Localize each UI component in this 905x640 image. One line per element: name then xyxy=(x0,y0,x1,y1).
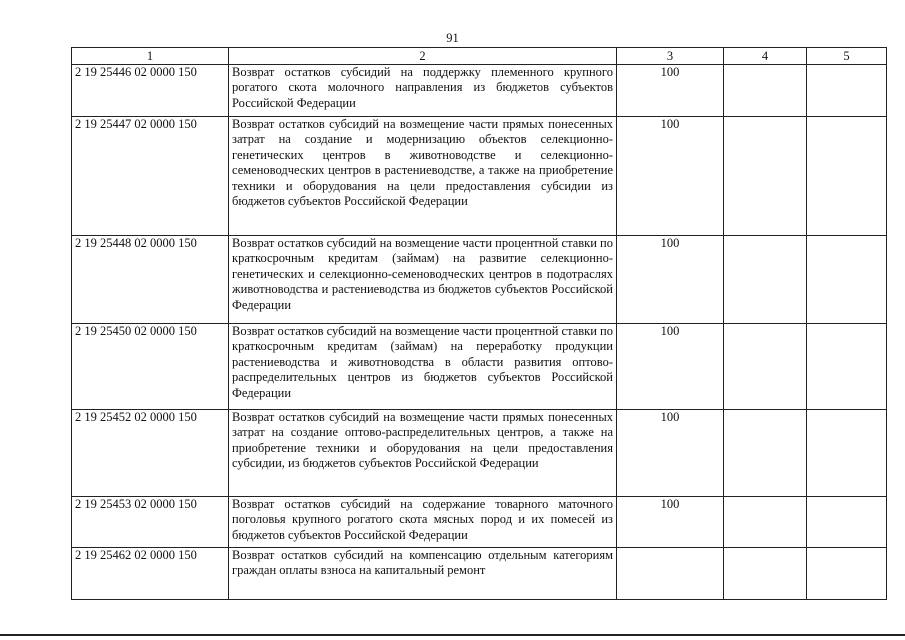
value-cell-col3: 100 xyxy=(617,236,724,324)
budget-table xyxy=(71,47,887,600)
value-cell-col4 xyxy=(724,410,807,497)
value-cell-col3: 100 xyxy=(617,497,724,548)
value-cell-col4 xyxy=(724,236,807,324)
table-header-row xyxy=(72,48,887,65)
value-cell-col4 xyxy=(724,324,807,410)
value-cell-col3: 100 xyxy=(617,117,724,236)
page-bottom-rule xyxy=(0,634,905,636)
budget-code-cell: 2 19 25450 02 0000 150 xyxy=(72,324,229,410)
description-cell: Возврат остатков субсидий на возмещение части процентной ставки по краткосрочным кредитам (займам) на переработку продукции растениеводства и животноводства в области развития оптово-распределительных центров из бюджетов субъектов Российской Федерации xyxy=(229,324,617,410)
value-cell-col5 xyxy=(807,548,887,600)
table-row xyxy=(72,65,887,117)
value-cell-col3: 100 xyxy=(617,65,724,117)
value-cell-col3: 100 xyxy=(617,410,724,497)
value-cell-col5 xyxy=(807,497,887,548)
value-cell-col5 xyxy=(807,410,887,497)
description-cell: Возврат остатков субсидий на компенсацию отдельным категориям граждан оплаты взноса на капитальный ремонт xyxy=(229,548,617,600)
table-row xyxy=(72,117,887,236)
budget-code-cell: 2 19 25452 02 0000 150 xyxy=(72,410,229,497)
value-cell-col4 xyxy=(724,497,807,548)
budget-code-cell: 2 19 25453 02 0000 150 xyxy=(72,497,229,548)
description-cell: Возврат остатков субсидий на возмещение части прямых понесенных затрат на создание оптово-распределительных центров, а также на приобретение техники и оборудования на цели предоставления субсидии, из бюджетов субъектов Российской Федерации xyxy=(229,410,617,497)
value-cell-col5 xyxy=(807,117,887,236)
description-cell: Возврат остатков субсидий на возмещение части прямых понесенных затрат на создание и модернизацию объектов селекционно-генетических центров в животноводстве и селекционно-семеноводческих центров в растениеводстве, а также на приобретение техники и оборудования на цели предоставления субсидии из бюджетов субъектов Российской Федерации xyxy=(229,117,617,236)
table-row xyxy=(72,410,887,497)
value-cell-col3: 100 xyxy=(617,324,724,410)
value-cell-col5 xyxy=(807,65,887,117)
page-number: 91 xyxy=(446,31,459,45)
value-cell-col5 xyxy=(807,236,887,324)
table-row xyxy=(72,324,887,410)
table-row xyxy=(72,236,887,324)
value-cell-col4 xyxy=(724,117,807,236)
budget-code-cell: 2 19 25462 02 0000 150 xyxy=(72,548,229,600)
value-cell-col4 xyxy=(724,65,807,117)
table-row xyxy=(72,548,887,600)
table-row xyxy=(72,497,887,548)
column-header-2: 2 xyxy=(229,48,617,65)
description-cell: Возврат остатков субсидий на возмещение части процентной ставки по краткосрочным кредитам (займам) на развитие селекционно-генетических и селекционно-семеноводческих центров в подотраслях животноводства и растениеводства из бюджетов субъектов Российской Федерации xyxy=(229,236,617,324)
value-cell-col4 xyxy=(724,548,807,600)
budget-code-cell: 2 19 25446 02 0000 150 xyxy=(72,65,229,117)
column-header-1: 1 xyxy=(72,48,229,65)
description-cell: Возврат остатков субсидий на содержание товарного маточного поголовья крупного рогатого скота мясных пород и их помесей из бюджетов субъектов Российской Федерации xyxy=(229,497,617,548)
budget-code-cell: 2 19 25448 02 0000 150 xyxy=(72,236,229,324)
description-cell: Возврат остатков субсидий на поддержку племенного крупного рогатого скота молочного направления из бюджетов субъектов Российской Федерации xyxy=(229,65,617,117)
budget-code-cell: 2 19 25447 02 0000 150 xyxy=(72,117,229,236)
column-header-4: 4 xyxy=(724,48,807,65)
column-header-5: 5 xyxy=(807,48,887,65)
column-header-3: 3 xyxy=(617,48,724,65)
value-cell-col3 xyxy=(617,548,724,600)
value-cell-col5 xyxy=(807,324,887,410)
